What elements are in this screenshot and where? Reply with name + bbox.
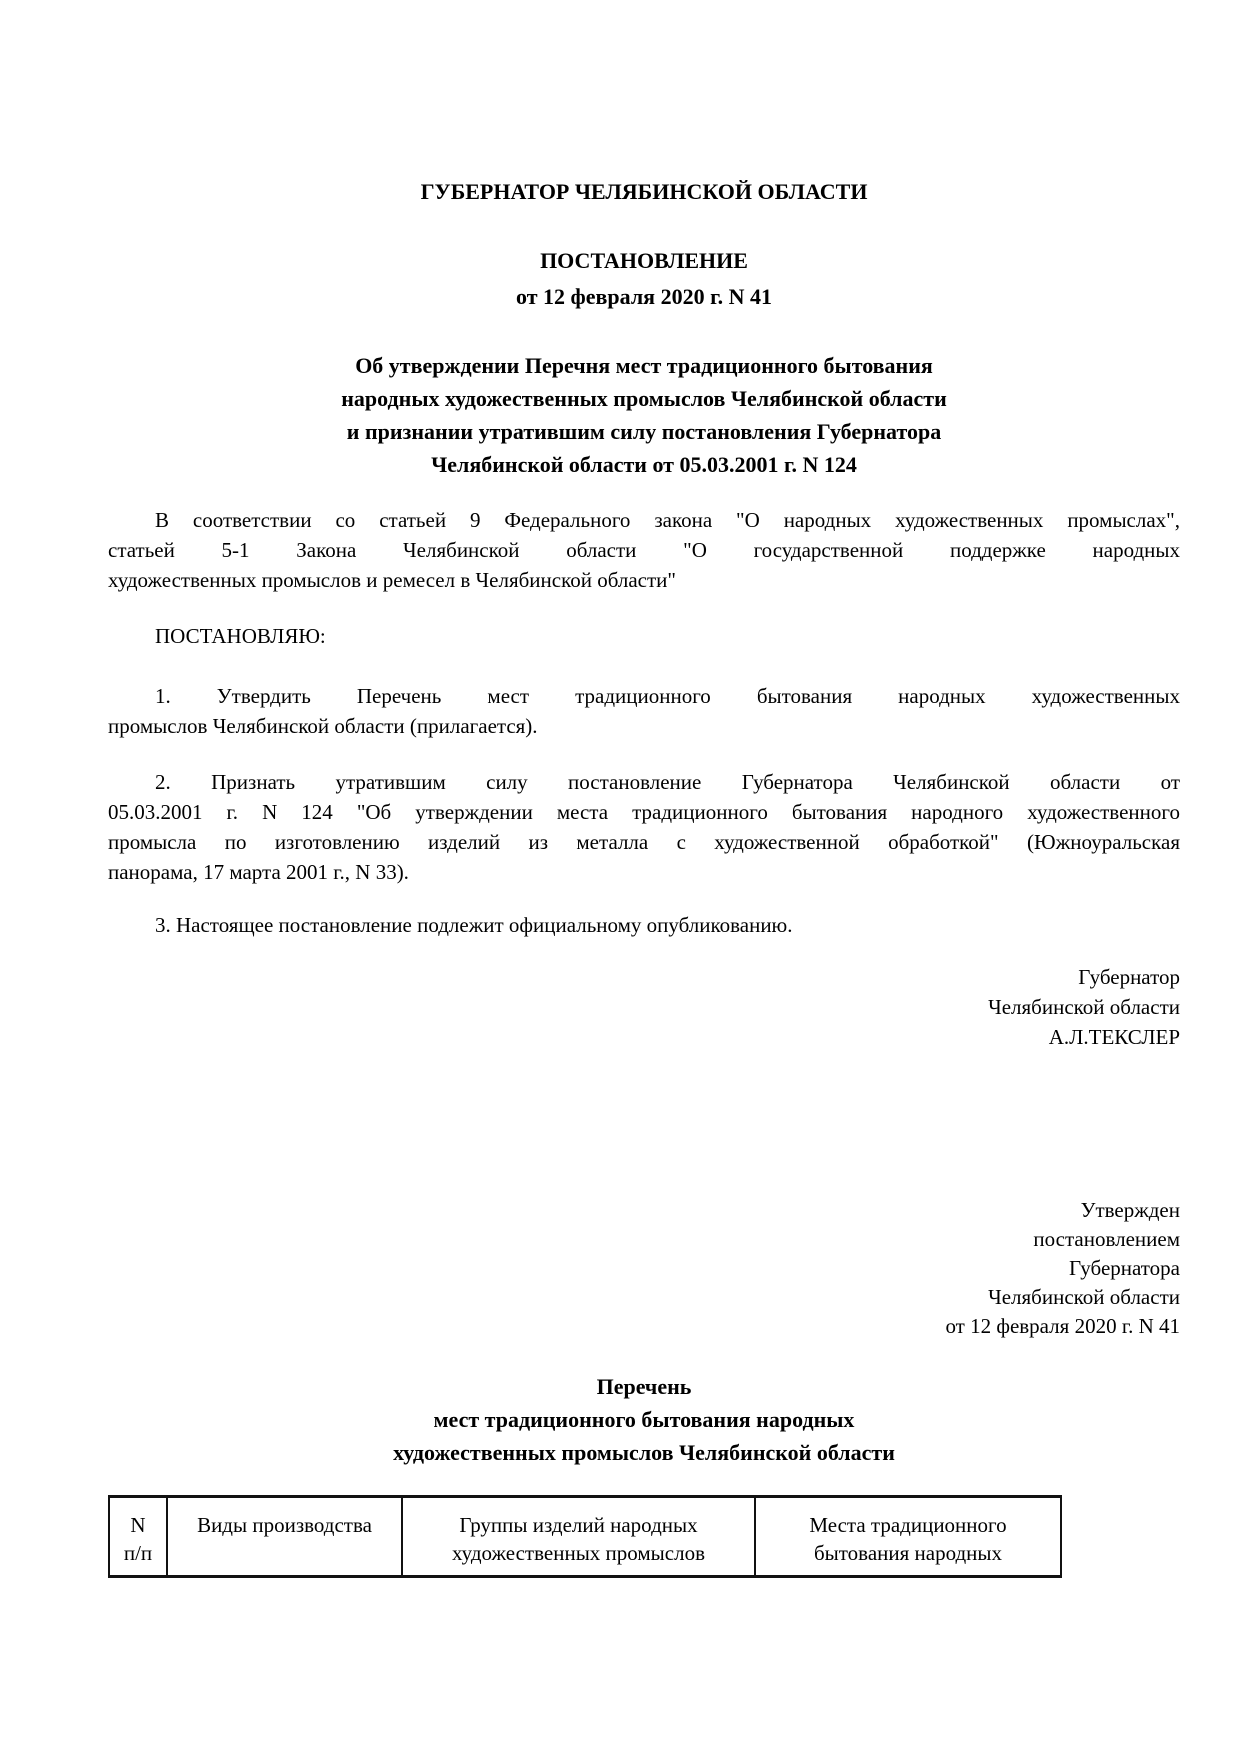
annex-title-line: художественных промыслов Челябинской области: [393, 1440, 895, 1465]
preamble-line: статьей 5-1 Закона Челябинской области "О государственной поддержке народных: [108, 538, 1180, 562]
item-1-line: промыслов Челябинской области (прилагается).: [108, 714, 538, 738]
approval-block: [108, 1196, 1180, 1341]
table-header-line: художественных промыслов: [451, 1541, 705, 1565]
annex-title: [108, 1370, 1180, 1469]
approval-line: постановлением: [1033, 1227, 1180, 1251]
resolve-word: ПОСТАНОВЛЯЮ:: [155, 624, 326, 648]
table-header-line: N: [130, 1513, 146, 1537]
doc-type: ПОСТАНОВЛЕНИЕ: [540, 248, 748, 273]
table-header-mesta-bytovaniya: [755, 1497, 1061, 1577]
table-header-vidy-proizvodstva: [167, 1497, 402, 1577]
item-2-line: 2. Признать утратившим силу постановление Губернатора Челябинской области от: [155, 770, 1180, 794]
subject-line: Челябинской области от 05.03.2001 г. N 124: [431, 452, 857, 477]
perechen-table: [108, 1495, 1062, 1578]
approval-line: Утвержден: [1080, 1198, 1180, 1222]
item-1-line: 1. Утвердить Перечень мест традиционного бытования народных художественных: [155, 684, 1180, 708]
approval-line: от 12 февраля 2020 г. N 41: [945, 1314, 1180, 1338]
approval-line: Челябинской области: [988, 1285, 1180, 1309]
table-header-line: п/п: [123, 1541, 153, 1565]
subject-line: Об утверждении Перечня мест традиционного бытования: [355, 353, 933, 378]
item-1-paragraph: [108, 681, 1180, 741]
org-title: ГУБЕРНАТОР ЧЕЛЯБИНСКОЙ ОБЛАСТИ: [420, 179, 868, 204]
signature-block: [108, 962, 1180, 1052]
item-2-paragraph: [108, 767, 1180, 887]
annex-title-line: мест традиционного бытования народных: [433, 1407, 855, 1432]
item-2-line: 05.03.2001 г. N 124 "Об утверждении места традиционного бытования народного художественного: [108, 800, 1180, 824]
subject-line: и признании утратившим силу постановления Губернатора: [346, 419, 942, 444]
preamble-line: художественных промыслов и ремесел в Челябинской области": [108, 568, 676, 592]
item-2-line: промысла по изготовлению изделий из металла с художественной обработкой" (Южноуральская: [108, 830, 1180, 854]
signature-line: Губернатор: [1078, 965, 1180, 989]
doc-subject: [108, 349, 1180, 481]
table-header-line: бытования народных: [813, 1541, 1003, 1565]
item-2-line: панорама, 17 марта 2001 г., N 33).: [108, 860, 409, 884]
doc-date-number: от 12 февраля 2020 г. N 41: [516, 284, 772, 309]
doc-type-block: [108, 243, 1180, 315]
preamble-paragraph: [108, 505, 1180, 595]
annex-title-line: Перечень: [596, 1374, 692, 1399]
table-header-gruppy-izdeliy: [402, 1497, 755, 1577]
preamble-line: В соответствии со статьей 9 Федерального закона "О народных художественных промыслах",: [155, 508, 1180, 532]
approval-line: Губернатора: [1068, 1256, 1180, 1280]
signature-line: А.Л.ТЕКСЛЕР: [1048, 1025, 1180, 1049]
table-header-line: Места традиционного: [809, 1513, 1007, 1537]
table-header-line: Группы изделий народных: [459, 1513, 698, 1537]
item-3-paragraph: 3. Настоящее постановление подлежит официальному опубликованию.: [155, 913, 793, 937]
table-header-row: [109, 1497, 1061, 1577]
subject-line: народных художественных промыслов Челябинской области: [341, 386, 947, 411]
table-header-npp: [109, 1497, 167, 1577]
signature-line: Челябинской области: [988, 995, 1180, 1019]
table-header-line: Виды производства: [197, 1513, 372, 1537]
